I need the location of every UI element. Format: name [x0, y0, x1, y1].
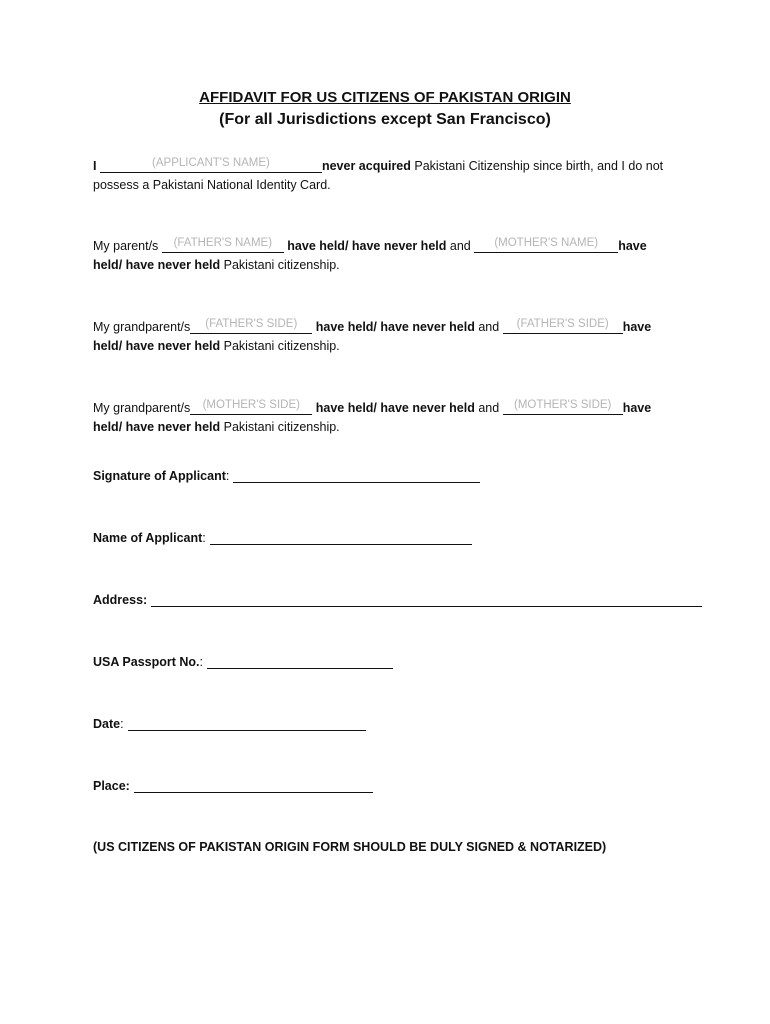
address-label: Address: — [93, 593, 148, 607]
date-line[interactable] — [128, 716, 366, 731]
grandparents-rest-2: Pakistani citizenship. — [220, 420, 340, 434]
pronoun-i: I — [93, 159, 97, 173]
parents-and: and — [446, 239, 475, 253]
notarization-note: (US CITIZENS OF PAKISTAN ORIGIN FORM SHOULD BE DULY SIGNED & NOTARIZED) — [93, 840, 607, 854]
father-name-hint: (FATHER'S NAME) — [173, 237, 273, 249]
applicant-statement-rest: Pakistani Citizenship since birth, and I do not possess a Pakistani National Identity Card. — [93, 159, 664, 192]
father-side-grandparent-1-blank[interactable] — [190, 318, 312, 334]
parents-held-text-1: have held/ have never held — [287, 239, 447, 253]
father-side-hint-1: (FATHER'S SIDE) — [205, 318, 298, 330]
grandparents-held-text-1: have held/ have never held — [315, 320, 475, 334]
grandparents-held-text-2: have held/ have never held — [93, 320, 652, 353]
applicant-name-blank[interactable] — [100, 157, 322, 173]
name-label: Name of Applicant — [93, 531, 203, 545]
place-label: Place: — [93, 779, 130, 793]
signature-line[interactable] — [233, 468, 480, 483]
passport-field: USA Passport No. : — [93, 654, 393, 669]
mother-name-hint: (MOTHER'S NAME) — [494, 237, 599, 249]
address-field — [93, 592, 702, 607]
passport-line[interactable] — [207, 654, 393, 669]
name-field: Name of Applicant : — [93, 530, 472, 545]
grandparents-held-text-3: have held/ have never held — [315, 401, 475, 415]
grandparents-rest-1: Pakistani citizenship. — [220, 339, 340, 353]
grandparents-and-1: and — [474, 320, 503, 334]
applicant-name-hint: (APPLICANT'S NAME) — [152, 157, 270, 169]
father-side-hint-2: (FATHER'S SIDE) — [516, 318, 609, 330]
address-line[interactable] — [151, 592, 702, 607]
place-field — [93, 778, 373, 793]
signature-field: Signature of Applicant : — [93, 468, 480, 483]
name-line[interactable] — [210, 530, 472, 545]
mother-side-grandparent-2-blank[interactable] — [503, 399, 623, 415]
grandparents-father-side-statement — [93, 318, 673, 356]
parents-rest: Pakistani citizenship. — [220, 258, 340, 272]
passport-label: USA Passport No. — [93, 655, 200, 669]
grandparents-lead-2: My grandparent/s — [93, 401, 191, 415]
mother-name-blank[interactable] — [474, 237, 618, 253]
date-field: Date : — [93, 716, 366, 731]
grandparents-lead-1: My grandparent/s — [93, 320, 191, 334]
place-line[interactable] — [134, 778, 373, 793]
grandparents-held-text-4: have held/ have never held — [93, 401, 652, 434]
signature-label: Signature of Applicant — [93, 469, 226, 483]
grandparents-mother-side-statement — [93, 399, 673, 437]
mother-side-grandparent-1-blank[interactable] — [190, 399, 312, 415]
applicant-statement — [93, 157, 673, 195]
father-side-grandparent-2-blank[interactable] — [503, 318, 623, 334]
father-name-blank[interactable] — [162, 237, 284, 253]
document-subtitle: (For all Jurisdictions except San Francisco) — [219, 111, 551, 128]
parents-held-text-2: have held/ have never held — [93, 239, 647, 272]
never-acquired-text: never acquired — [321, 159, 411, 173]
grandparents-and-2: and — [474, 401, 503, 415]
parents-lead: My parent/s — [93, 239, 159, 253]
mother-side-hint-1: (MOTHER'S SIDE) — [202, 399, 300, 411]
parents-statement — [93, 237, 673, 275]
document-title: AFFIDAVIT FOR US CITIZENS OF PAKISTAN ORIGIN — [199, 89, 571, 106]
date-label: Date — [93, 717, 121, 731]
mother-side-hint-2: (MOTHER'S SIDE) — [513, 399, 612, 411]
